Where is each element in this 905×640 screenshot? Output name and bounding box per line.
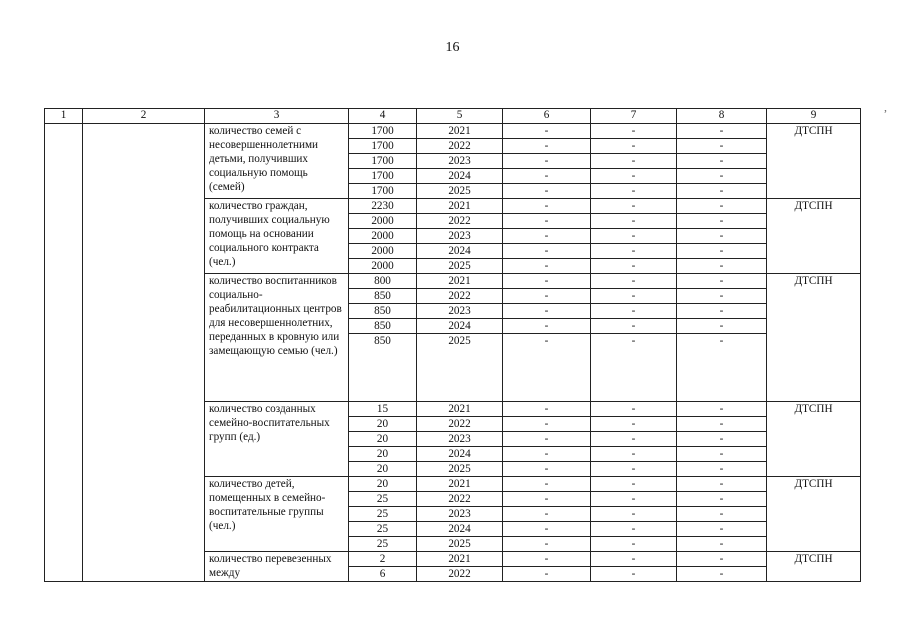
indicator-value: 20	[349, 417, 417, 432]
indicator-value: 2230	[349, 199, 417, 214]
col7-cell: -	[591, 432, 677, 447]
indicator-value: 20	[349, 447, 417, 462]
col8-cell: -	[677, 229, 767, 244]
col7-cell: -	[591, 537, 677, 552]
col7-cell: -	[591, 522, 677, 537]
col6-cell: -	[503, 274, 591, 289]
indicator-year: 2021	[417, 552, 503, 567]
col7-cell: -	[591, 244, 677, 259]
col6-cell: -	[503, 319, 591, 334]
col6-cell: -	[503, 289, 591, 304]
header-row	[45, 109, 861, 124]
col6-cell: -	[503, 432, 591, 447]
col7-cell: -	[591, 402, 677, 417]
col8-cell: -	[677, 537, 767, 552]
col6-cell: -	[503, 552, 591, 567]
indicator-year: 2024	[417, 447, 503, 462]
col7-cell: -	[591, 304, 677, 319]
responsible-executor: ДТСПН	[767, 199, 861, 274]
col8-cell: -	[677, 522, 767, 537]
indicator-value: 2000	[349, 259, 417, 274]
indicator-value: 800	[349, 274, 417, 289]
col8-cell: -	[677, 432, 767, 447]
col6-cell: -	[503, 507, 591, 522]
scan-edge-mark: ,	[884, 100, 887, 114]
indicator-year: 2022	[417, 567, 503, 582]
indicator-value: 25	[349, 522, 417, 537]
col8-cell: -	[677, 259, 767, 274]
col1-blank-cell	[45, 124, 83, 582]
col6-cell: -	[503, 492, 591, 507]
indicator-value: 1700	[349, 139, 417, 154]
col8-cell: -	[677, 319, 767, 334]
indicator-year: 2024	[417, 522, 503, 537]
col7-cell: -	[591, 169, 677, 184]
indicator-year: 2023	[417, 507, 503, 522]
col6-cell: -	[503, 184, 591, 199]
indicator-year: 2022	[417, 492, 503, 507]
col7-cell: -	[591, 552, 677, 567]
header-cell: 1	[45, 109, 83, 124]
col8-cell: -	[677, 169, 767, 184]
page-number: 16	[445, 40, 460, 55]
col7-cell: -	[591, 417, 677, 432]
col8-cell: -	[677, 334, 767, 402]
col8-cell: -	[677, 447, 767, 462]
col7-cell: -	[591, 462, 677, 477]
col6-cell: -	[503, 334, 591, 402]
indicator-year: 2024	[417, 319, 503, 334]
indicator-year: 2025	[417, 334, 503, 402]
col8-cell: -	[677, 199, 767, 214]
table-row	[45, 124, 861, 139]
indicator-year: 2021	[417, 477, 503, 492]
indicator-value: 1700	[349, 154, 417, 169]
indicator-value: 15	[349, 402, 417, 417]
indicator-year: 2025	[417, 462, 503, 477]
indicator-description: количество семей с несовершеннолетними детьми, получивших социальную помощь (семей)	[205, 124, 349, 199]
col7-cell: -	[591, 567, 677, 582]
col7-cell: -	[591, 492, 677, 507]
header-cell: 5	[417, 109, 503, 124]
indicator-year: 2024	[417, 244, 503, 259]
indicator-year: 2023	[417, 154, 503, 169]
col8-cell: -	[677, 492, 767, 507]
col8-cell: -	[677, 139, 767, 154]
col6-cell: -	[503, 229, 591, 244]
col6-cell: -	[503, 244, 591, 259]
indicator-year: 2024	[417, 169, 503, 184]
header-cell: 2	[83, 109, 205, 124]
indicator-value: 850	[349, 304, 417, 319]
col8-cell: -	[677, 507, 767, 522]
indicator-value: 6	[349, 567, 417, 582]
col8-cell: -	[677, 567, 767, 582]
responsible-executor: ДТСПН	[767, 402, 861, 477]
indicator-value: 850	[349, 334, 417, 402]
indicator-description: количество детей, помещенных в семейно-воспитательные группы (чел.)	[205, 477, 349, 552]
col6-cell: -	[503, 417, 591, 432]
indicator-year: 2021	[417, 274, 503, 289]
col6-cell: -	[503, 169, 591, 184]
col7-cell: -	[591, 319, 677, 334]
indicator-year: 2022	[417, 417, 503, 432]
indicator-year: 2025	[417, 537, 503, 552]
header-cell: 4	[349, 109, 417, 124]
col6-cell: -	[503, 477, 591, 492]
col8-cell: -	[677, 552, 767, 567]
col8-cell: -	[677, 154, 767, 169]
col8-cell: -	[677, 274, 767, 289]
indicator-value: 25	[349, 492, 417, 507]
indicator-value: 1700	[349, 184, 417, 199]
responsible-executor: ДТСПН	[767, 552, 861, 582]
col8-cell: -	[677, 462, 767, 477]
indicator-description: количество воспитанников социально-реабилитационных центров для несовершеннолетних, переданных в кровную или замещающую семью (чел.)	[205, 274, 349, 402]
col8-cell: -	[677, 477, 767, 492]
col7-cell: -	[591, 199, 677, 214]
col7-cell: -	[591, 139, 677, 154]
responsible-executor: ДТСПН	[767, 477, 861, 552]
col6-cell: -	[503, 522, 591, 537]
col7-cell: -	[591, 447, 677, 462]
col6-cell: -	[503, 402, 591, 417]
col8-cell: -	[677, 417, 767, 432]
col6-cell: -	[503, 537, 591, 552]
col8-cell: -	[677, 304, 767, 319]
indicator-value: 1700	[349, 169, 417, 184]
col6-cell: -	[503, 259, 591, 274]
header-cell: 7	[591, 109, 677, 124]
col7-cell: -	[591, 507, 677, 522]
indicator-value: 20	[349, 462, 417, 477]
col7-cell: -	[591, 229, 677, 244]
indicator-value: 2	[349, 552, 417, 567]
indicator-value: 2000	[349, 214, 417, 229]
col6-cell: -	[503, 124, 591, 139]
indicator-year: 2025	[417, 259, 503, 274]
indicator-value: 20	[349, 477, 417, 492]
responsible-executor: ДТСПН	[767, 274, 861, 402]
indicator-value: 2000	[349, 229, 417, 244]
col7-cell: -	[591, 477, 677, 492]
indicator-year: 2021	[417, 199, 503, 214]
indicator-year: 2021	[417, 124, 503, 139]
indicator-year: 2023	[417, 304, 503, 319]
col8-cell: -	[677, 184, 767, 199]
col7-cell: -	[591, 334, 677, 402]
indicator-year: 2021	[417, 402, 503, 417]
header-cell: 8	[677, 109, 767, 124]
col6-cell: -	[503, 214, 591, 229]
header-cell: 3	[205, 109, 349, 124]
col8-cell: -	[677, 124, 767, 139]
indicator-year: 2022	[417, 289, 503, 304]
col7-cell: -	[591, 124, 677, 139]
indicator-year: 2025	[417, 184, 503, 199]
indicator-year: 2022	[417, 214, 503, 229]
indicator-value: 2000	[349, 244, 417, 259]
indicator-year: 2023	[417, 432, 503, 447]
col8-cell: -	[677, 214, 767, 229]
responsible-executor: ДТСПН	[767, 124, 861, 199]
col8-cell: -	[677, 402, 767, 417]
indicator-value: 1700	[349, 124, 417, 139]
col7-cell: -	[591, 259, 677, 274]
col6-cell: -	[503, 154, 591, 169]
col6-cell: -	[503, 139, 591, 154]
col6-cell: -	[503, 462, 591, 477]
col7-cell: -	[591, 274, 677, 289]
indicator-description: количество созданных семейно-воспитательных групп (ед.)	[205, 402, 349, 477]
col6-cell: -	[503, 447, 591, 462]
indicator-description: количество перевезенных между	[205, 552, 349, 582]
col8-cell: -	[677, 289, 767, 304]
indicator-value: 850	[349, 319, 417, 334]
indicator-value: 25	[349, 537, 417, 552]
col6-cell: -	[503, 567, 591, 582]
indicator-value: 850	[349, 289, 417, 304]
indicator-value: 25	[349, 507, 417, 522]
col7-cell: -	[591, 184, 677, 199]
header-cell: 6	[503, 109, 591, 124]
indicator-value: 20	[349, 432, 417, 447]
col7-cell: -	[591, 214, 677, 229]
col7-cell: -	[591, 154, 677, 169]
col7-cell: -	[591, 289, 677, 304]
col2-blank-cell	[83, 124, 205, 582]
indicator-description: количество граждан, получивших социальную помощь на основании социального контракта (чел.)	[205, 199, 349, 274]
col6-cell: -	[503, 304, 591, 319]
indicator-table	[44, 108, 861, 582]
col8-cell: -	[677, 244, 767, 259]
indicator-year: 2023	[417, 229, 503, 244]
header-cell: 9	[767, 109, 861, 124]
indicator-year: 2022	[417, 139, 503, 154]
col6-cell: -	[503, 199, 591, 214]
